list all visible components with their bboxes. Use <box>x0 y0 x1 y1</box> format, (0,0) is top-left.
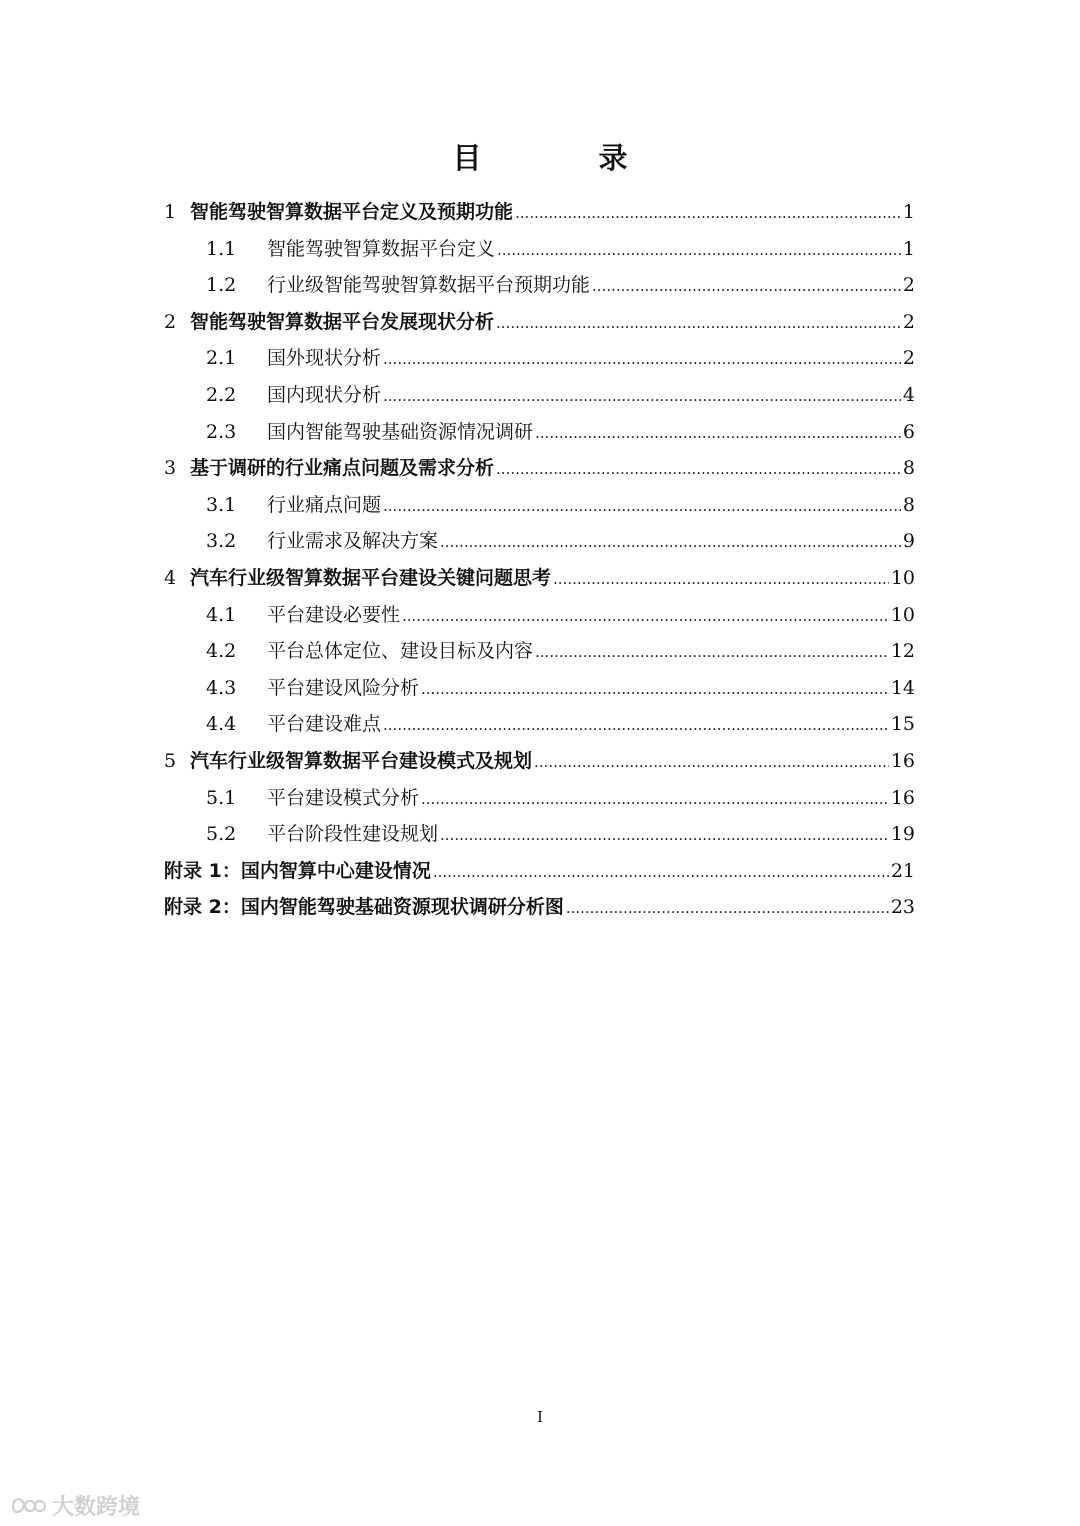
toc-entry-number: 2.3 <box>206 420 237 443</box>
toc-entry-number: 5.1 <box>206 786 237 809</box>
toc-dot-leader <box>383 340 901 378</box>
toc-entry-number: 3.1 <box>206 493 237 516</box>
watermark-text: 大数跨境 <box>52 1495 141 1520</box>
toc-entry-label: 国内现状分析 <box>267 383 382 406</box>
toc-entry-page: 8 <box>902 457 915 480</box>
toc-entry[interactable] <box>164 304 915 341</box>
brand-logo-icon <box>10 1494 46 1518</box>
toc-entry[interactable] <box>164 743 915 780</box>
toc-entry-label: 汽车行业级智算数据平台建设关键问题思考 <box>190 566 552 589</box>
toc-dot-leader <box>421 780 889 818</box>
toc-entry-number: 1.2 <box>206 274 237 297</box>
toc-entry-page: 12 <box>890 640 915 663</box>
toc-dot-leader <box>383 706 889 744</box>
toc-entry-page: 4 <box>902 383 915 406</box>
toc-dot-leader <box>421 670 889 708</box>
toc-entry-label: 行业痛点问题 <box>267 493 382 516</box>
toc-entry[interactable] <box>164 267 915 304</box>
toc-entry[interactable] <box>164 377 915 414</box>
watermark <box>10 1490 140 1521</box>
toc-dot-leader <box>515 194 901 232</box>
toc-dot-leader <box>440 523 901 561</box>
toc-dot-leader <box>433 853 889 891</box>
toc-entry-number: 5 <box>164 749 177 772</box>
toc-entry-number: 4.2 <box>206 640 237 663</box>
toc-entry-page: 16 <box>890 749 915 772</box>
toc-entry-number: 2.2 <box>206 383 237 406</box>
toc-entry-label: 国内智能驾驶基础资源情况调研 <box>267 420 534 443</box>
toc-entry-page: 2 <box>902 347 915 370</box>
toc-entry-label: 基于调研的行业痛点问题及需求分析 <box>190 457 495 480</box>
toc-entry-label: 平台阶段性建设规划 <box>267 823 439 846</box>
toc-entry[interactable] <box>164 780 915 817</box>
toc-entry[interactable] <box>164 670 915 707</box>
toc-entry-page: 23 <box>890 896 915 919</box>
toc-entry-page: 16 <box>890 786 915 809</box>
toc-entry-page: 8 <box>902 493 915 516</box>
toc-entry-number: 5.2 <box>206 823 237 846</box>
toc-dot-leader <box>440 816 889 854</box>
toc-entry-number: 3.2 <box>206 530 237 553</box>
toc-list <box>164 194 915 926</box>
toc-entry[interactable] <box>164 450 915 487</box>
toc-entry-label: 智能驾驶智算数据平台发展现状分析 <box>190 310 495 333</box>
toc-entry[interactable] <box>164 231 915 268</box>
toc-entry-number: 1.1 <box>206 237 237 260</box>
page-number: I <box>537 1408 543 1426</box>
toc-dot-leader <box>496 304 901 342</box>
toc-entry-page: 10 <box>890 566 915 589</box>
toc-entry-label: 平台建设难点 <box>267 713 382 736</box>
toc-dot-leader <box>534 743 889 781</box>
toc-entry-page: 6 <box>902 420 915 443</box>
toc-appendix-entry[interactable] <box>164 853 915 890</box>
toc-entry-label: 平台建设模式分析 <box>267 786 420 809</box>
toc-entry-label: 附录 1：国内智算中心建设情况 <box>164 859 431 882</box>
toc-entry-page: 19 <box>890 823 915 846</box>
toc-entry[interactable] <box>164 560 915 597</box>
toc-dot-leader <box>592 267 901 305</box>
toc-entry-label: 附录 2：国内智能驾驶基础资源现状调研分析图 <box>164 896 564 919</box>
toc-entry-label: 行业级智能驾驶智算数据平台预期功能 <box>267 274 591 297</box>
toc-dot-leader <box>402 597 889 635</box>
toc-entry-page: 15 <box>890 713 915 736</box>
toc-entry-label: 行业需求及解决方案 <box>267 530 439 553</box>
toc-entry[interactable] <box>164 414 915 451</box>
toc-entry-number: 1 <box>164 201 177 223</box>
toc-dot-leader <box>535 414 901 452</box>
toc-entry-label: 平台建设必要性 <box>267 603 401 626</box>
toc-entry-number: 4.4 <box>206 713 237 736</box>
toc-entry-page: 9 <box>902 530 915 553</box>
toc-entry-page: 14 <box>890 676 915 699</box>
toc-entry-label: 平台总体定位、建设目标及内容 <box>267 640 534 663</box>
toc-entry[interactable] <box>164 706 915 743</box>
toc-entry-number: 2 <box>164 310 177 333</box>
toc-entry-number: 4.3 <box>206 676 237 699</box>
toc-dot-leader <box>553 560 889 598</box>
toc-dot-leader <box>383 487 901 525</box>
toc-dot-leader <box>497 231 901 269</box>
toc-title: 目 录 <box>452 141 672 175</box>
toc-entry[interactable] <box>164 194 915 231</box>
toc-entry-page: 2 <box>902 274 915 297</box>
toc-entry-number: 3 <box>164 457 177 480</box>
toc-entry-label: 汽车行业级智算数据平台建设模式及规划 <box>190 749 533 772</box>
toc-dot-leader <box>496 450 901 488</box>
toc-appendix-entry[interactable] <box>164 889 915 926</box>
toc-entry-page: 21 <box>890 859 915 882</box>
toc-entry-label: 平台建设风险分析 <box>267 676 420 699</box>
toc-entry-number: 4.1 <box>206 603 237 626</box>
toc-entry-page: 10 <box>890 603 915 626</box>
toc-dot-leader <box>383 377 901 415</box>
toc-entry[interactable] <box>164 816 915 853</box>
toc-entry-label: 国外现状分析 <box>267 347 382 370</box>
toc-entry-page: 2 <box>902 310 915 333</box>
toc-entry-label: 智能驾驶智算数据平台定义及预期功能 <box>190 201 514 223</box>
toc-entry-page: 1 <box>902 237 915 260</box>
toc-dot-leader <box>535 633 889 671</box>
toc-entry[interactable] <box>164 340 915 377</box>
toc-entry[interactable] <box>164 633 915 670</box>
toc-dot-leader <box>566 889 889 927</box>
toc-entry[interactable] <box>164 523 915 560</box>
toc-entry[interactable] <box>164 597 915 634</box>
toc-entry-number: 2.1 <box>206 347 237 370</box>
toc-entry-number: 4 <box>164 566 177 589</box>
toc-entry[interactable] <box>164 487 915 524</box>
toc-entry-page: 1 <box>902 201 915 223</box>
toc-entry-label: 智能驾驶智算数据平台定义 <box>267 237 496 260</box>
